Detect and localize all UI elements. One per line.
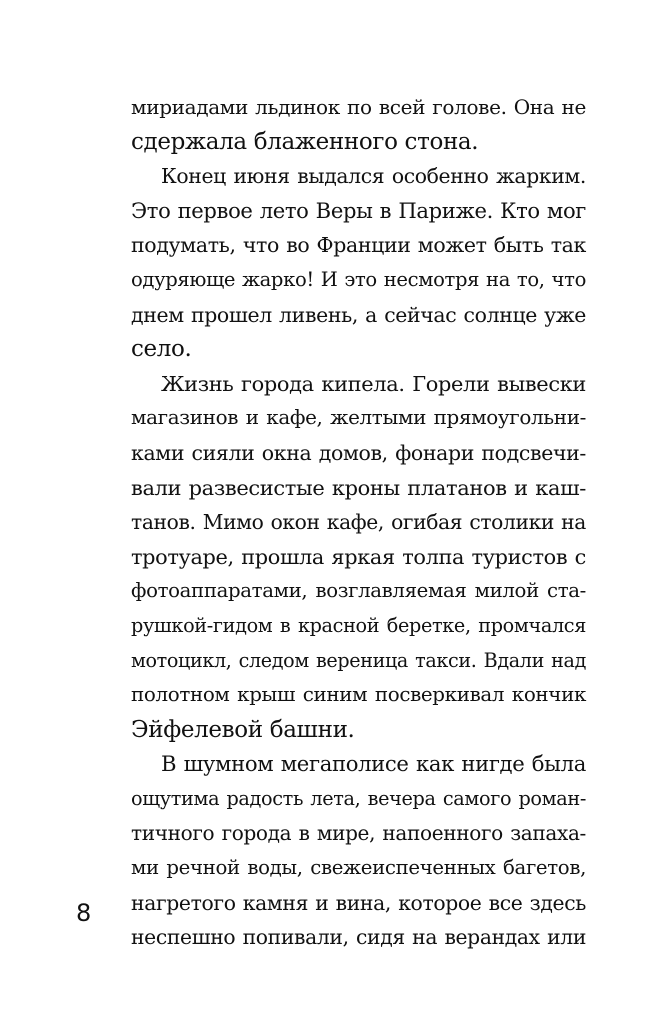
text-line: сдержала блаженного стона. bbox=[131, 128, 479, 155]
text-line: магазинов и кафе, желтыми прямоугольни- bbox=[131, 406, 586, 430]
text-line: неспешно попивали, сидя на верандах или bbox=[131, 925, 586, 950]
text-line: фотоаппаратами, возглавляемая милой ста- bbox=[131, 579, 586, 603]
text-line: одуряюще жарко! И это несмотря на то, что bbox=[131, 267, 586, 291]
text-line: вали развесистые кроны платанов и каш- bbox=[131, 475, 586, 500]
text-line: мириадами льдинок по всей голове. Она не bbox=[131, 95, 586, 119]
paragraph-first-line: Жизнь города кипела. Горели вывески bbox=[161, 371, 586, 396]
text-line: полотном крыш синим посверкивал кончик bbox=[131, 683, 586, 707]
page-number: 8 bbox=[76, 899, 92, 927]
text-line: танов. Мимо окон кафе, огибая столики на bbox=[131, 510, 586, 535]
text-line: нагретого камня и вина, которое все здесь bbox=[131, 890, 586, 915]
text-line: Эйфелевой башни. bbox=[131, 716, 355, 743]
text-line: тичного города в мире, напоенного запаха- bbox=[131, 821, 586, 846]
body-text bbox=[131, 90, 586, 955]
text-line: тротуаре, прошла яркая толпа туристов с bbox=[131, 544, 586, 569]
text-line: ми речной воды, свежеиспеченных багетов, bbox=[131, 856, 586, 880]
text-line: днем прошел ливень, а сейчас солнце уже bbox=[131, 302, 586, 327]
text-line: Это первое лето Веры в Париже. Кто мог bbox=[131, 197, 586, 223]
paragraph-first-line: В шумном мегаполисе как нигде была bbox=[161, 751, 586, 777]
paragraph-first-line: Конец июня выдался особенно жарким. bbox=[161, 164, 586, 189]
text-line: ощутима радость лета, вечера самого роман- bbox=[131, 786, 586, 810]
text-line: ками сияли окна домов, фонари подсвечи- bbox=[131, 440, 586, 465]
text-line: село. bbox=[131, 336, 192, 363]
text-line: подумать, что во Франции может быть так bbox=[131, 233, 586, 258]
text-line: рушкой-гидом в красной беретке, промчался bbox=[131, 613, 586, 637]
text-line: мотоцикл, следом вереница такси. Вдали над bbox=[131, 648, 586, 672]
